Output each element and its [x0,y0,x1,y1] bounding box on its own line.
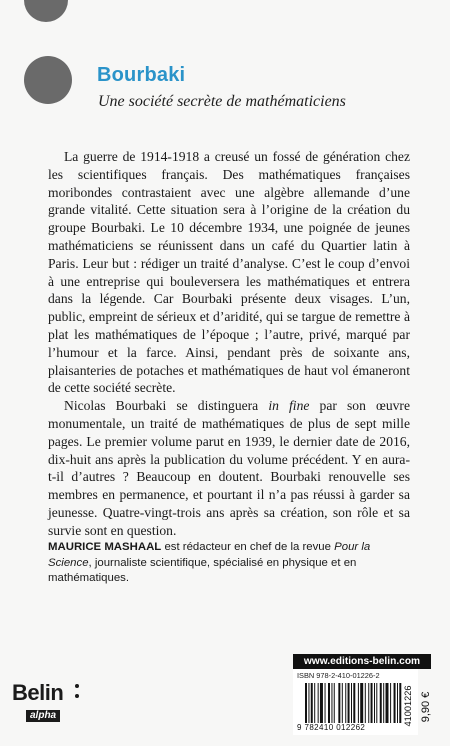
decorative-circle [24,56,72,104]
blurb-paragraph-2-end: par son œuvre monumentale, un traité de mathématiques de plus de sept mille pages. Le premier volume parut en 1939, le dernier date de 2016, dix-huit ans après la publication du volume précédent. Y en aura-t-il d’autres ? Beaucoup en doutent. Bourbaki renouvelle ses membres en permanence, et pourtant il n’a pas réussi à garder sa jeunesse. Quatre-vingt-trois ans après sa création, son rôle et sa survie sont en question. [48,398,410,538]
blurb-paragraph-1: La guerre de 1914-1918 a creusé un fossé de génération chez les scientifiques français. Des mathématiques françaises moribondes contrastaient avec une algèbre allemande d’une grande vitalité. Cette situation sera à l’origine de la création du groupe Bourbaki. Le 10 décembre 1934, une poignée de jeunes mathématiciens se réunissent dans un café du Quartier latin à Paris. Leur but : rédiger un traité d’analyse. C’est le coup d’envoi à une entreprise qui bouleversera les mathématiques et entrera dans la légende. Car Bourbaki présente deux visages. L’un, public, empreint de sérieux et d’aridité, qui se targue de remettre à plat les mathématiques de l’époque ; l’autre, privé, marqué par l’humour et la farce. Ainsi, pendant près de soixante ans, plaisanteries de potaches et mathématiques de haut vol émaneront de cette société secrète. [48,149,410,396]
barcode-panel [293,669,418,735]
book-subtitle: Une société secrète de mathématiciens [98,93,346,110]
author-bio-end: , journaliste scientifique, spécialisé en physique et en mathématiques. [48,556,357,585]
logo-sub-badge: alpha [26,710,60,722]
publisher-logo [12,680,102,730]
isbn-label: ISBN 978-2-410-01226-2 [297,671,380,680]
blurb-italic-phrase: in fine [268,398,310,414]
author-bio [48,540,410,587]
barcode-digits: 9 782410 012262 [297,723,366,732]
book-title: Bourbaki [97,64,186,86]
author-name: MAURICE MASHAAL [48,541,162,553]
author-bio-start: est rédacteur en chef de la revue [161,541,335,553]
blurb [48,148,410,540]
barcode-icon [305,683,405,723]
decorative-circle-top [24,0,68,22]
price-label: 9,90 € [420,691,432,723]
logo-colon [75,684,80,704]
product-code: 41001226 [403,685,413,727]
magazine-name: Pour la Science [48,541,371,569]
blurb-paragraph-2 [48,397,410,539]
publisher-website: www.editions-belin.com [293,654,431,669]
blurb-paragraph-2-start: Nicolas Bourbaki se distinguera [64,398,269,414]
logo-wordmark: Belin [12,680,64,705]
